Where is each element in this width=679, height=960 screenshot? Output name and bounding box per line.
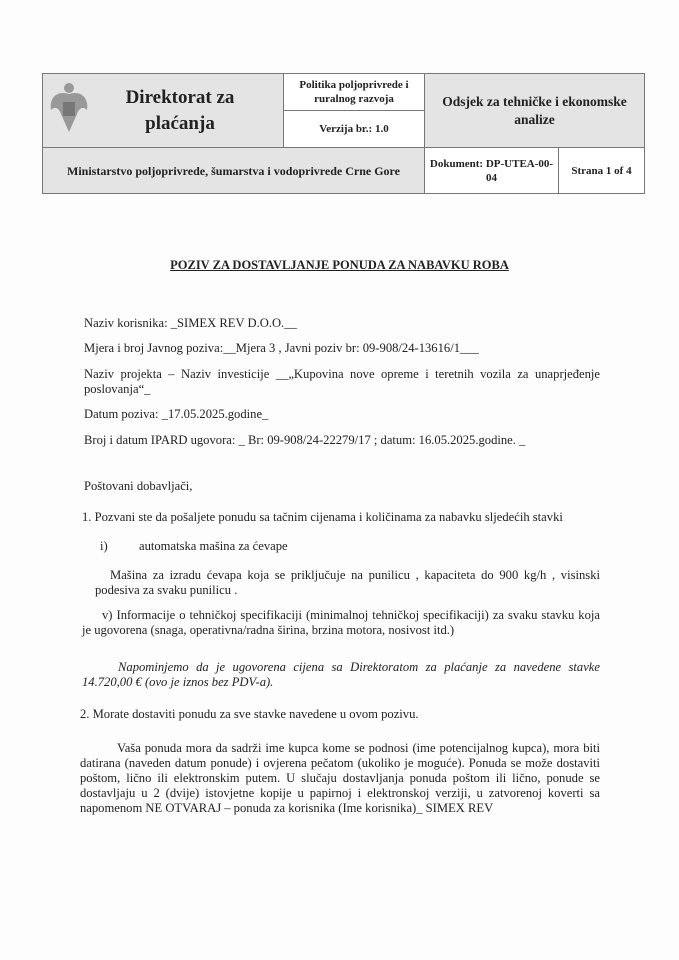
version-cell: Verzija br.: 1.0 <box>284 111 425 148</box>
sub-item-label: i) <box>100 539 108 553</box>
sub-item-text: automatska mašina za ćevape <box>139 539 288 553</box>
field-projekat: Naziv projekta – Naziv investicije __„Kupovina nove opreme i teretnih vozila za unaprjeđenje poslovanja“_ <box>84 367 600 396</box>
org-cell <box>43 74 284 148</box>
coat-of-arms-icon <box>47 80 91 141</box>
org-title: Direktorat za plaćanja <box>125 86 235 134</box>
ministry-cell: Ministarstvo poljoprivrede, šumarstva i vodoprivrede Crne Gore <box>43 148 425 194</box>
item-description: Mašina za izradu ćevapa koja se priključuje na punilicu , kapaciteta do 900 kg/h , visinski podesiva za svaku punilicu . <box>95 568 600 597</box>
greeting: Poštovani dobavljači, <box>84 479 193 493</box>
field-mjera: Mjera i broj Javnog poziva:__Mjera 3 , Javni poziv br: 09-908/24-13616/1___ <box>84 341 479 355</box>
policy-cell: Politika poljoprivrede i ruralnog razvoja <box>284 74 425 111</box>
field-datum: Datum poziva: _17.05.2025.godine_ <box>84 407 269 421</box>
item-1: 1. Pozvani ste da pošaljete ponudu sa tačnim cijenama i količinama za nabavku sljedećih stavki <box>82 510 563 524</box>
field-ugovor: Broj i datum IPARD ugovora: _ Br: 09-908/24-22279/17 ; datum: 16.05.2025.godine. _ <box>84 433 526 447</box>
document-header-table <box>42 73 645 194</box>
price-note: Napominjemo da je ugovorena cijena sa Direktoratom za plaćanje za navedene stavke 14.720,00 € (ovo je iznos bez PDV-a). <box>82 660 600 689</box>
submission-paragraph: Vaša ponuda mora da sadrži ime kupca kome se podnosi (ime potencijalnog kupca), mora biti datirana (naveden datum ponude) i ovjerena pečatom (ukoliko je moguće). Ponuda se može dostaviti poštom, lično ili elektronskim putem. U slučaju dostavljanja ponuda poštom ili lično, ponude se dostavljaju u 2 (dvije) istovjetne kopije u papirnoj i elektronskoj verziji, u zatvorenoj koverti sa napomenom NE OTVARAJ – ponuda za korisnika (Ime korisnika)_ SIMEX REV <box>80 741 600 815</box>
department-cell: Odsjek za tehničke i ekonomske analize <box>425 74 645 148</box>
document-cell: Dokument: DP-UTEA-00-04 <box>425 148 559 194</box>
field-korisnik: Naziv korisnika: _SIMEX REV D.O.O.__ <box>84 316 297 330</box>
item-2: 2. Morate dostaviti ponudu za sve stavke navedene u ovom pozivu. <box>80 707 419 721</box>
page-cell: Strana 1 of 4 <box>559 148 645 194</box>
spec-info: v) Informacije o tehničkoj specifikaciji (minimalnoj tehničkoj specifikaciji) za svaku stavku koja je ugovorena (snaga, operativna/radna širina, brzina motora, nosivost itd.) <box>82 608 600 637</box>
document-title: POZIV ZA DOSTAVLJANJE PONUDA ZA NABAVKU ROBA <box>170 258 509 272</box>
